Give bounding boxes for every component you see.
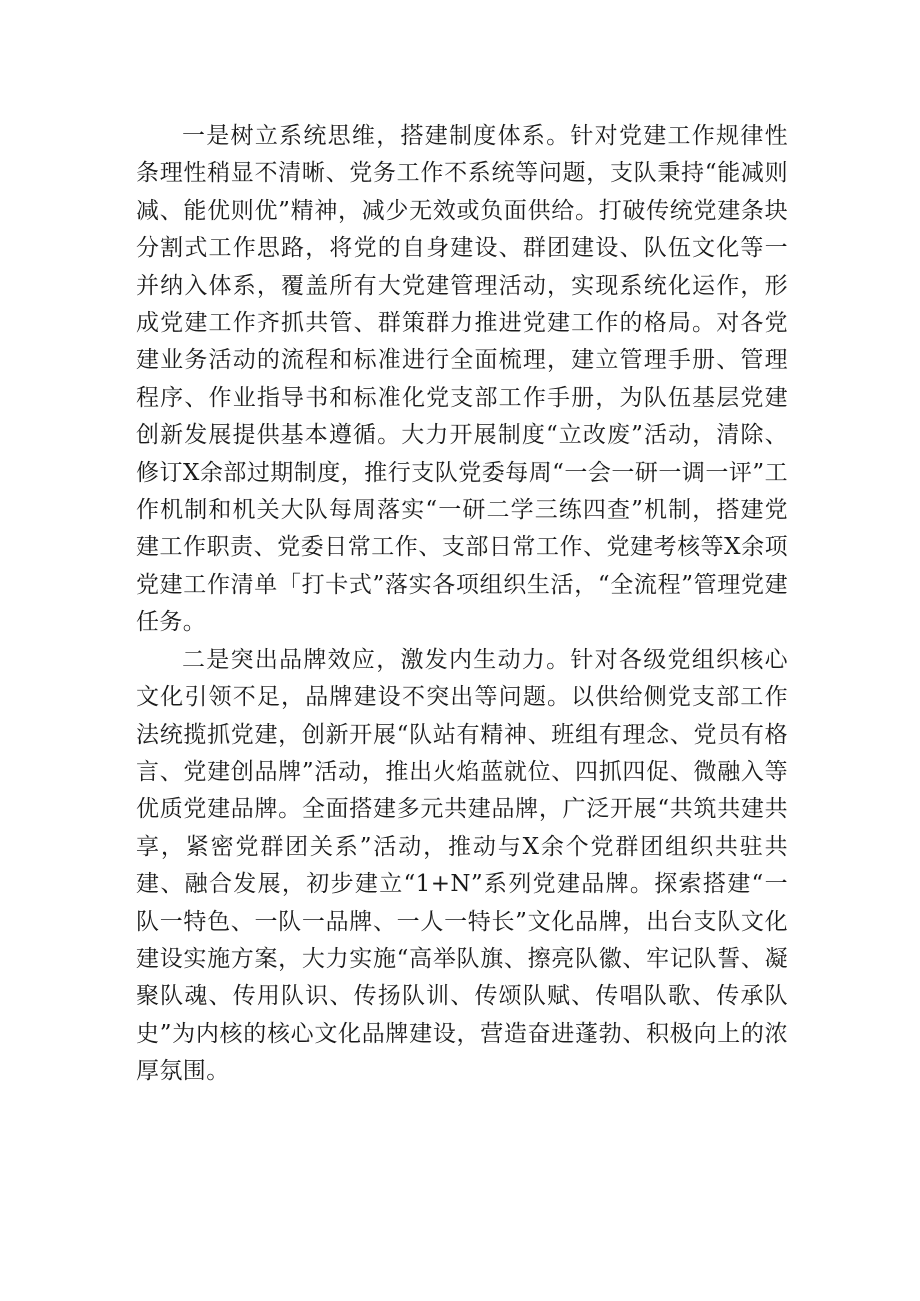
paragraph-brand-effect: 二是突出品牌效应，激发内生动力。针对各级党组织核心文化引领不足，品牌建设不突出等问题。以供给侧党支部工作法统揽抓党建，创新开展“队站有精神、班组有理念、党员有格言、党建创品牌”活动，推出火焰蓝就位、四抓四促、微融入等优质党建品牌。全面搭建多元共建品牌，广泛开展“共筑共建共享，紧密党群团关系”活动，推动与X余个党群团组织共驻共建、融合发展，初步建立“1+N”系列党建品牌。探索搭建“一队一特色、一队一品牌、一人一特长”文化品牌，出台支队文化建设实施方案，大力实施“高举队旗、擦亮队徽、牢记队誓、凝聚队魂、传用队识、传扬队训、传颂队赋、传唱队歌、传承队史”为内核的核心文化品牌建设，营造奋进蓬勃、积极向上的浓厚氛围。 xyxy=(136,646,788,1085)
paragraph-system-thinking: 一是树立系统思维，搭建制度体系。针对党建工作规律性条理性稍显不清晰、党务工作不系统等问题，支队秉持“能减则减、能优则优”精神，减少无效或负面供给。打破传统党建条块分割式工作思路，将党的自身建设、群团建设、队伍文化等一并纳入体系，覆盖所有大党建管理活动，实现系统化运作，形成党建工作齐抓共管、群策群力推进党建工作的格局。对各党建业务活动的流程和标准进行全面梳理，建立管理手册、管理程序、作业指导书和标准化党支部工作手册，为队伍基层党建创新发展提供基本遵循。大力开展制度“立改废”活动，清除、修订X余部过期制度，推行支队党委每周“一会一研一调一评”工作机制和机关大队每周落实“一研二学三练四查”机制，搭建党建工作职责、党委日常工作、支部日常工作、党建考核等X余项党建工作清单「打卡式”落实各项组织生活，“全流程”管理党建任务。 xyxy=(136,123,788,636)
document-body xyxy=(136,118,788,1091)
